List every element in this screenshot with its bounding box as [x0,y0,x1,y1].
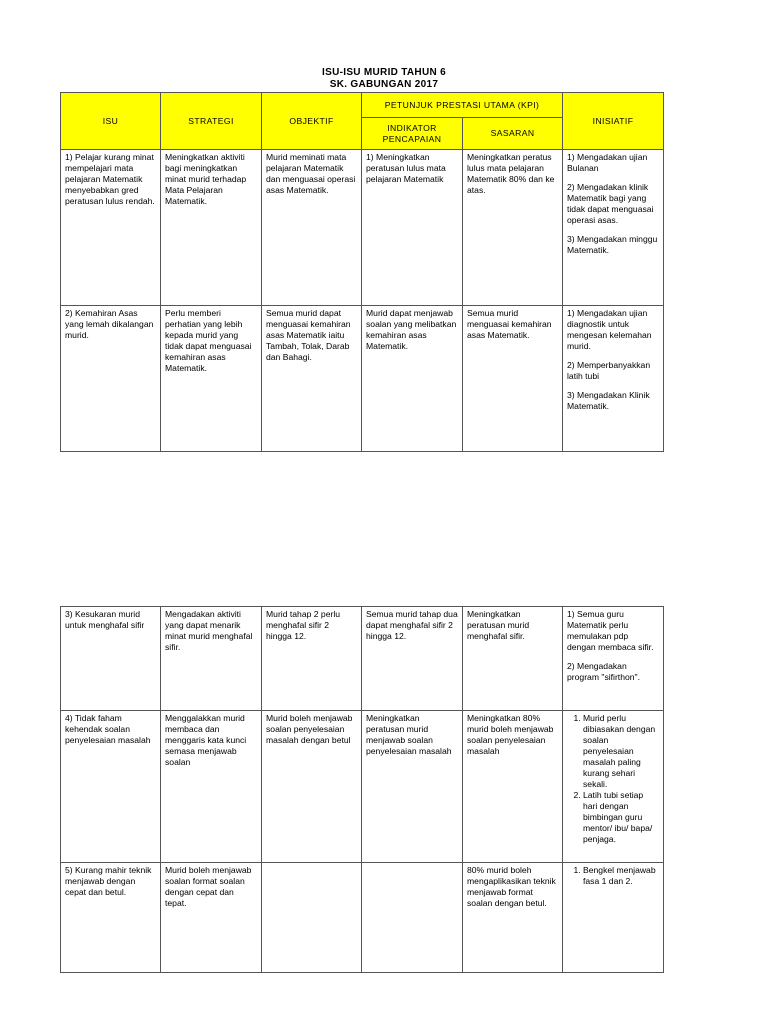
inisiatif-item: 2) Memperbanyakkan latih tubi [567,360,651,381]
cell-sasaran: Meningkatkan 80% murid boleh menjawab soalan penyelesaian masalah [463,711,563,863]
cell-objektif: Murid meminati mata pelajaran Matematik dan menguasai operasi asas Matematik. [262,150,362,306]
cell-indikator: Murid dapat menjawab soalan yang melibatkan kemahiran asas Matematik. [362,306,463,452]
cell-objektif: Semua murid dapat menguasai kemahiran asas Matematik iaitu Tambah, Tolak, Darab dan Bahagi. [262,306,362,452]
cell-indikator: 1) Meningkatkan peratusan lulus mata pelajaran Matematik [362,150,463,306]
document-subtitle: SK. GABUNGAN 2017 [329,79,439,90]
cell-strategi: Perlu memberi perhatian yang lebih kepada murid yang tidak dapat menguasai kemahiran asas Matematik. [161,306,262,452]
cell-inisiatif [563,607,664,711]
inisiatif-item: 2) Mengadakan program "sifirthon". [567,661,640,682]
inisiatif-item: 2) Mengadakan klinik Matematik bagi yang tidak dapat menguasai operasi asas. [567,182,654,225]
table-row [61,150,664,306]
inisiatif-item: 1) Mengadakan ujian diagnostik untuk mengesan kelemahan murid. [567,308,652,351]
cell-isu: 4) Tidak faham kehendak soalan penyelesaian masalah [61,711,161,863]
header-indikator: INDIKATOR PENCAPAIAN [362,118,463,150]
cell-inisiatif [563,150,664,306]
cell-indikator: Semua murid tahap dua dapat menghafal sifir 2 hingga 12. [362,607,463,711]
cell-inisiatif [563,306,664,452]
document-title: ISU-ISU MURID TAHUN 6 [322,67,446,78]
cell-inisiatif [563,863,664,973]
inisiatif-item: 2. Latih tubi setiap hari dengan bimbingan guru mentor/ ibu/ bapa/ penjaga. [583,790,659,845]
cell-sasaran: 80% murid boleh mengaplikasikan teknik menjawab format soalan dengan betul. [463,863,563,973]
inisiatif-item: 1) Semua guru Matematik perlu memulakan pdp dengan membaca sifir. [567,609,654,652]
inisiatif-item: 1) Mengadakan ujian Bulanan [567,152,648,173]
inisiatif-item: 1. Bengkel menjawab fasa 1 dan 2. [583,865,659,887]
table-row [61,607,664,711]
cell-indikator: Meningkatkan peratusan murid menjawab soalan penyelesaian masalah [362,711,463,863]
cell-strategi: Murid boleh menjawab soalan format soalan dengan cepat dan tepat. [161,863,262,973]
header-inisiatif: INISIATIF [563,93,664,150]
header-strategi: STRATEGI [161,93,262,150]
cell-sasaran: Meningkatkan peratusan murid menghafal sifir. [463,607,563,711]
cell-strategi: Mengadakan aktiviti yang dapat menarik minat murid menghafal sifir. [161,607,262,711]
cell-indikator [362,863,463,973]
cell-isu: 5) Kurang mahir teknik menjawab dengan cepat dan betul. [61,863,161,973]
cell-objektif: Murid boleh menjawab soalan penyelesaian masalah dengan betul [262,711,362,863]
cell-objektif [262,863,362,973]
cell-inisiatif [563,711,664,863]
cell-objektif: Murid tahap 2 perlu menghafal sifir 2 hingga 12. [262,607,362,711]
table-row [61,863,664,973]
header-objektif: OBJEKTIF [262,93,362,150]
cell-isu: 3) Kesukaran murid untuk menghafal sifir [61,607,161,711]
header-sasaran: SASARAN [463,118,563,150]
cell-isu: 2) Kemahiran Asas yang lemah dikalangan murid. [61,306,161,452]
cell-strategi: Meningkatkan aktiviti bagi meningkatkan minat murid terhadap Mata Pelajaran Matematik. [161,150,262,306]
inisiatif-item: 3) Mengadakan minggu Matematik. [567,234,658,255]
cell-strategi: Menggalakkan murid membaca dan menggaris kata kunci semasa menjawab soalan [161,711,262,863]
cell-sasaran: Meningkatkan peratus lulus mata pelajaran Matematik 80% dan ke atas. [463,150,563,306]
table-row [61,711,664,863]
cell-isu: 1) Pelajar kurang minat mempelajari mata pelajaran Matematik menyebabkan gred peratusan lulus rendah. [61,150,161,306]
cell-sasaran: Semua murid menguasai kemahiran asas Matematik. [463,306,563,452]
header-isu: ISU [61,93,161,150]
table-row [61,306,664,452]
issues-table-page2 [60,606,664,973]
inisiatif-item: 1. Murid perlu dibiasakan dengan soalan penyelesaian masalah paling kurang sehari sekali. [583,713,659,790]
inisiatif-item: 3) Mengadakan Klinik Matematik. [567,390,650,411]
header-kpi: PETUNJUK PRESTASI UTAMA (KPI) [362,93,563,118]
issues-table-page1 [60,92,664,452]
